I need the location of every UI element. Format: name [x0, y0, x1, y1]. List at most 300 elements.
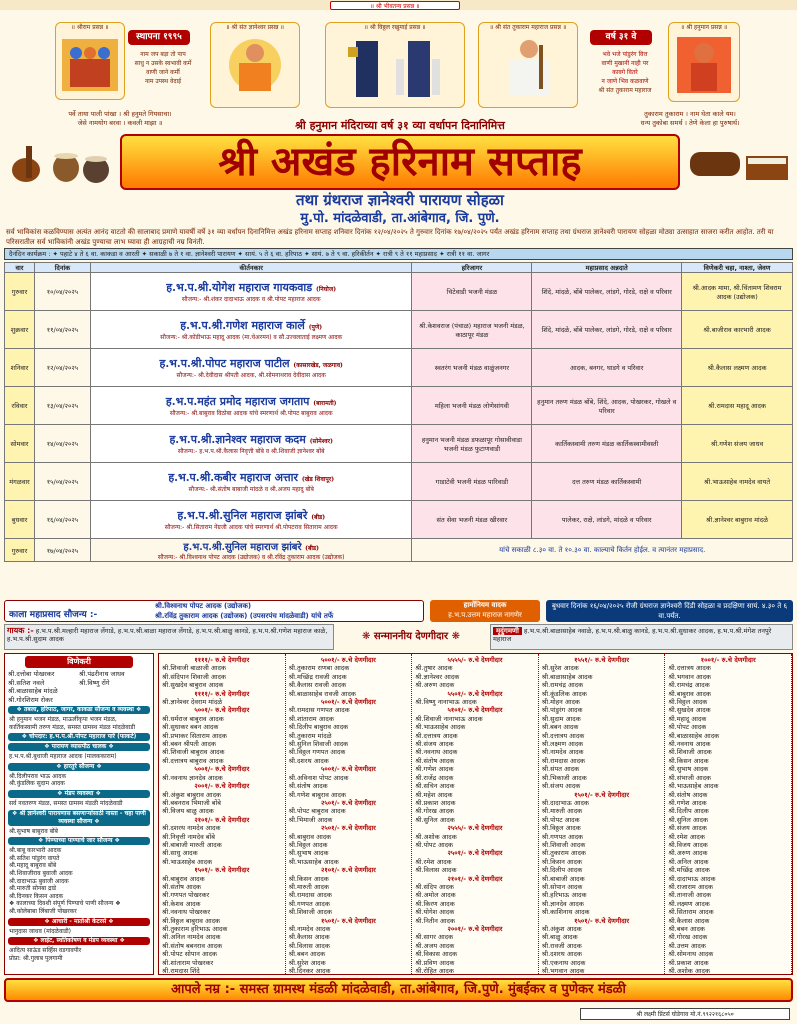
- donor-name: श्री.कुंडलिक आदक: [541, 689, 587, 698]
- donor-name: श्री.सुनिल आदक: [668, 815, 708, 824]
- date-cell: १७/०४/२०२५: [34, 539, 90, 562]
- hanuman-icon: [669, 31, 739, 97]
- donor-name: श्री.गणेश आदक: [668, 798, 707, 807]
- donor-name: श्री.नितीन आदक: [415, 916, 455, 925]
- section-heading: ❖ हारतुरे सौजन्य ❖: [8, 763, 150, 771]
- section-line: श्री.दिलीपराव भाऊ आदक: [9, 772, 67, 780]
- dindi-box: बुधवार दिनांक १६/०४/२०२५ रोजी ग्रंथराज ज्ञानेश्वरी दिंडी सोहळा व प्रदक्षिणा सायं. ४.३० ते ६ वा.पर्यंत.: [546, 600, 793, 622]
- section-heading: ❖ मंडप व्यवस्था ❖: [8, 790, 150, 798]
- donor-name: श्री.शिवाजी बाबुराव आदक: [162, 748, 225, 757]
- day-cell: गुरुवार: [5, 273, 35, 311]
- section-heading: ❖ चोपदार: ह.भ.प.श्री.पोपट महाराज पारे (फाकटे): [8, 733, 150, 741]
- donor-name: श्री.सुभाष आदक: [288, 849, 329, 858]
- section-heading: ❖ श्री ज्ञानेश्वरी पारायणास बसणाऱ्यांसाठी नास्ता - चहा पाणी व्यवस्था सौजन्य ❖: [8, 810, 150, 826]
- donor-tier-heading: १५०१/- रु.चे देणगीदार: [574, 916, 630, 925]
- donor-tier-heading: २५०१/- रु.चे देणगीदार: [447, 849, 503, 858]
- verse-signature: श्री संत तुकाराम महाराज: [598, 87, 652, 94]
- left-column: [4, 653, 154, 975]
- donor-name: श्री.संपत आदक: [541, 765, 580, 774]
- donor-name: श्री.गोरख आदक: [415, 807, 455, 816]
- donor-name: श्री.सुरेश आदक: [288, 958, 326, 967]
- donor-name: श्री.संजय आदक: [415, 740, 454, 749]
- donor-name: श्री.नामदेव आदक: [288, 925, 331, 933]
- deity-vitthal-panel: [325, 22, 465, 108]
- donor-name: श्री.लक्ष्मण आदक: [668, 899, 710, 908]
- table-header: महाप्रसाद अन्नदाते: [532, 263, 682, 273]
- donor-name: श्री.शांताराम आदक: [288, 714, 334, 723]
- section-line: श्री.मारुती सोनबा द्राडे: [9, 885, 57, 893]
- varsh-badge: वर्ष ३१ वे: [590, 30, 652, 45]
- donor-name: श्री.बाबाजी आदक: [541, 874, 585, 883]
- date-cell: १६/०४/२०२५: [34, 501, 90, 539]
- prasad-cell: हनुमान तरुण मंडळ बोंबे, शिंदे, आदक, पोखरकर, गोखले व परिवार: [532, 387, 682, 425]
- donor-name: श्री.सागर आदक: [415, 933, 454, 942]
- kirtankar-cell: [90, 387, 412, 425]
- donor-name: श्री.केशव आदक: [162, 899, 201, 908]
- donor-tier-heading: २००१/- रु.चे देणगीदार: [447, 925, 503, 933]
- donor-column: [539, 654, 666, 974]
- kirtankar-place: (निघोज): [315, 286, 337, 293]
- donor-name: श्री.कैलास रावजी आदक: [288, 681, 347, 690]
- day-cell: मंगळवार: [5, 463, 35, 501]
- dnyaneshwar-icon: [211, 31, 299, 103]
- vine-cell: श्री.गणेश संजय जाधव: [682, 425, 793, 463]
- date-cell: १३/०४/२०२५: [34, 387, 90, 425]
- donor-tier-heading: ११११/- रु.चे देणगीदार: [194, 656, 250, 664]
- donor-tier-heading: १५०१/- रु.चे देणगीदार: [320, 916, 376, 925]
- vinekari-list: [5, 670, 153, 704]
- tukaram-icon: [479, 31, 577, 103]
- donor-name: श्री.मच्छिंद्र रावजी आदक: [288, 672, 347, 681]
- donor-name: श्री.नामदेव आदक: [541, 748, 584, 757]
- kirtankar-cell: [90, 425, 412, 463]
- donor-name: श्री.विठ्ठल आदक: [541, 824, 581, 833]
- donor-name: श्री.गणपत पोखरकर: [162, 891, 210, 900]
- sub-title: तथा ग्रंथराज ज्ञानेश्वरी पारायण सोहळा: [296, 191, 504, 209]
- donor-tier-heading: २१०१/- रु.चे देणगीदार: [447, 874, 503, 883]
- donor-name: श्री.मोहन आदक: [541, 698, 580, 707]
- kirtankar-sponsor: सौजन्य:- श्री.बाबुराव विठोबा आदक यांचे स्मरणार्थ श्री.पोपट बाबुराव आदक: [169, 410, 333, 417]
- right-verse: [590, 50, 660, 95]
- donor-name: श्री.बाबुराव आदक: [668, 689, 711, 698]
- donor-name: श्री.विजय आदक: [668, 840, 708, 849]
- donor-name: श्री.राजेंद्र आदक: [415, 773, 454, 782]
- donor-name: श्री.बबन आदक: [668, 925, 705, 933]
- donor-name: श्री.साधु आदक: [162, 849, 198, 858]
- donor-name: श्री.दादाभाऊ आदक: [668, 874, 716, 883]
- section-line: कार्तिकस्वामी तरुण मंडळ, समस्त ग्रामस्थ मंडळ मांदळेवाडी: [9, 723, 136, 731]
- donor-name: श्री.तुकाराम मांदळे: [288, 731, 332, 740]
- table-header: कीर्तनकार: [90, 263, 412, 273]
- donor-name: श्री.बाळासाहेब आदक: [541, 672, 593, 681]
- table-header: विणेकरी चहा, नाश्ता, जेवण: [682, 263, 793, 273]
- donor-name: श्री.गणपत आदक: [288, 899, 330, 908]
- donor-name: श्री.रमेश आदक: [415, 857, 452, 866]
- left-bottom-verse: [30, 110, 210, 128]
- donor-name: श्री.किसन आदक: [288, 874, 329, 883]
- donor-name: श्री.बबन आदक: [288, 950, 326, 959]
- donor-tier-heading: २००१/- रु.चे देणगीदार: [194, 782, 250, 791]
- donor-tier-heading: ११११/- रु.चे देणगीदार: [194, 689, 250, 698]
- list-item: श्री.गोरशिराम रोकर: [8, 695, 53, 704]
- donor-name: श्री.संतोष आदक: [415, 756, 455, 765]
- donor-column: [286, 654, 413, 974]
- donor-tier-heading: ५००१/- रु.चे देणगीदार: [194, 765, 250, 774]
- deity-label: ॥ श्री संत ज्ञानेश्वर प्रसन्न ॥: [226, 24, 284, 31]
- verse-line: धन्य तुकोबा समर्थ । तेणे केला हा पुरुषार्थ।: [640, 119, 740, 127]
- list-item: श्री.सतिश नवले: [8, 678, 45, 687]
- donor-name: श्री.मारुती आदक: [541, 807, 583, 816]
- donor-name: श्री.प्रकाश आदक: [668, 958, 709, 967]
- donor-name: श्री.रामचंद्र आदक: [541, 681, 584, 690]
- donor-name: श्री.दशरथ आदक: [541, 950, 582, 959]
- donor-name: श्री.किसन आदक: [541, 857, 582, 866]
- donor-name: श्री.सुधाकर बबन आदक: [162, 723, 219, 732]
- vine-cell: श्री.कैलास लक्ष्मण आदक: [682, 349, 793, 387]
- donor-name: श्री.बाळासाहेब रावजी आदक: [288, 689, 356, 698]
- verse-line: नाम जप बड़ा तो पाप: [140, 51, 186, 58]
- donor-name: श्री.महादू आदक: [668, 714, 707, 723]
- donor-column: [665, 654, 792, 974]
- donor-name: श्री.नवनाथ आदक: [415, 748, 458, 757]
- deity-hanuman-panel: [668, 22, 740, 102]
- table-header: हरिजागर: [412, 263, 532, 273]
- donor-tier-heading: २१०१/- रु.चे देणगीदार: [320, 866, 376, 875]
- donor-name: श्री.हरिभाऊ आदक: [541, 891, 587, 900]
- donor-name: श्री.संतोष आदक: [288, 782, 328, 791]
- donor-name: श्री.किसन आदक: [668, 756, 709, 765]
- donor-name: श्री.संतोष बबनराव आदक: [162, 941, 223, 950]
- donor-name: श्री.मच्छिंद्र आदक: [668, 866, 710, 875]
- sthapana-badge: स्थापना १९९५: [128, 30, 190, 45]
- list-item: श्री.दत्तोबा पोखरकर: [8, 670, 55, 678]
- prasad-cell: शिंदे, मांदळे, बोंबे पालेकर, लांडगे, गोरडे, राक्षे व परिवार: [532, 273, 682, 311]
- donor-name: श्री.रामदास गणपत आदक: [288, 706, 350, 715]
- donor-name: श्री.विठ्ठल गणपत आदक: [288, 748, 346, 757]
- donor-tier-heading: २५०१/- रु.चे देणगीदार: [320, 798, 376, 807]
- donor-tier-heading: ५००१/- रु.चे देणगीदार: [320, 656, 376, 664]
- donor-name: श्री.बबन आदक: [541, 723, 579, 732]
- donor-name: श्री.तुकाराम आदक: [541, 849, 586, 858]
- donor-name: श्री.लक्ष्मण आदक: [541, 740, 584, 749]
- prasad-cell: आदक, बनगर, घाडगे व परिवार: [532, 349, 682, 387]
- donor-name: श्री.रामदास आदक: [288, 891, 332, 900]
- donor-name: श्री.दत्तात्रय आदक: [668, 664, 711, 673]
- donor-name: श्री.रामचंद्र आदक: [668, 681, 710, 690]
- donor-tier-heading: ५००१/- रु.चे देणगीदार: [320, 765, 376, 774]
- donor-name: श्री.सुदाम आदक: [541, 714, 581, 723]
- donor-name: श्री.दशरथ आदक: [288, 756, 329, 765]
- anniversary-line: श्री हनुमान मंदिराच्या वर्ष ३१ व्या वर्धापन दिनानिमित्त: [295, 119, 505, 132]
- vine-cell: श्री.आदक मामा, श्री.चिंतामण शिवराम आदक (उद्योजक): [682, 273, 793, 311]
- kirtankar-name: ह.भ.प.श्री.कबीर महाराज अत्तार: [168, 471, 298, 484]
- deity-label: ॥ श्री विठ्ठल रखुमाई प्रसन्न ॥: [364, 24, 426, 31]
- mrudang-text: ह.भ.प.श्री.बाळासाहेब नवाळे, ह.भ.प.श्री.बाळु कानडे, ह.भ.प.श्री.सुधाकर आदक, ह.भ.प.श्री.मंगेश तनपुरे महाराज: [493, 627, 772, 643]
- table-row: [5, 311, 793, 349]
- section-line: श्री.सुभाष बाबुराव बोंबे: [9, 827, 58, 835]
- donor-name: श्री.सोमनाथ आदक: [668, 950, 714, 959]
- kirtankar-name: ह.भ.प.श्री.ज्ञानेश्वर महाराज कदम: [169, 433, 306, 446]
- kirtankar-name: ह.भ.प.श्री.सुनिल महाराज झांबरे: [177, 509, 308, 522]
- kirtankar-sponsor: सौजन्य:- श्री.शंकर दादाभाऊ आदक व श्री.पोपट महाराज आदक: [181, 296, 321, 303]
- donor-name: श्री.अशोक आदक: [415, 832, 457, 841]
- kala-line: श्री.रविंद्र तुकाराम आदक (उद्योजक) (उपसरपंच मांदळेवाडी) यांचे तर्फे: [155, 612, 334, 620]
- left-sections: [5, 706, 153, 962]
- schedule-table: [4, 262, 793, 562]
- donor-name: श्री.बाळासाहेब आदक: [668, 731, 720, 740]
- daily-routine: दैनंदिन कार्यक्रम : ✦ पहाटे ४ ते ६ वा. काकडा व आरती ✦ सकाळी ७ ते १ वा. ज्ञानेश्वरी पारायण ✦ सायं. ५ ते ६ वा. हरिपाठ ✦ सायं. ७ ते ९ वा. हरिकीर्तन ✦ रात्री ९ ते ११ महाप्रसाद ✦ रात्री ११ वा. जागर: [4, 248, 793, 260]
- section-line: ❖ कालाच्या दिवशी संपूर्ण पिण्याचे पाणी सौजन्य ❖: [9, 900, 121, 908]
- donor-name: श्री.शिवाजी बाळाजी आदक: [162, 664, 227, 673]
- donor-name: श्री.दत्तात्रय बाबुराव आदक: [162, 756, 224, 765]
- donor-tier-heading: ५५५५/- रु.चे देणगीदार: [447, 656, 503, 664]
- donor-name: श्री.विष्णु नानाभाऊ आदक: [415, 698, 477, 707]
- address: मु.पो. मांदळेवाडी, ता.आंबेगाव, जि. पुणे.: [300, 211, 500, 226]
- donor-name: श्री.संजय आदक: [541, 782, 581, 791]
- donor-name: श्री.दिनकर आदक: [288, 967, 331, 974]
- verse-line: जेसे नामयोग बरवा । कवली माझा ॥: [77, 119, 163, 127]
- donor-name: श्री.सिताराम आदक: [668, 908, 714, 917]
- donor-name: श्री.शांताराम पोखरकर: [162, 958, 214, 967]
- date-cell: १०/०४/२०२५: [34, 273, 90, 311]
- donor-name: श्री.नवनाथ पोखरकर: [162, 908, 211, 917]
- donor-name: श्री.पोपट आदक: [415, 840, 454, 849]
- table-header-row: [5, 263, 793, 273]
- date-cell: १४/०४/२०२५: [34, 425, 90, 463]
- day-cell: बुधवार: [5, 501, 35, 539]
- donor-name: श्री.अमोल आदक: [415, 891, 456, 900]
- kirtankar-sponsor: सौजन्य:- श्री.संतोष बाबाजी मांदळे व श्री.अजय महादु बोंबे: [188, 486, 314, 493]
- table-row: [5, 349, 793, 387]
- day-cell: रविवार: [5, 387, 35, 425]
- donor-name: श्री.रोहित आदक: [415, 967, 454, 974]
- day-cell: शुक्रवार: [5, 311, 35, 349]
- mrudang-box: [490, 624, 793, 650]
- date-cell: १२/०४/२०२५: [34, 349, 90, 387]
- donor-name: श्री.प्रभाकर सिताराम आदक: [162, 731, 227, 740]
- donor-name: श्री.रावजी आदक: [541, 941, 582, 950]
- kirtankar-sponsor: सौजन्य:- श्री.कोंडीभाऊ महादू आदक (मा.चेअरमन) व सौ.उज्वलाताई लक्ष्मण आदक: [160, 334, 343, 341]
- prasad-cell: शिंदे, मांदळे, बोंबे पालेकर, लांडगे, गोरडे, राक्षे व परिवार: [532, 311, 682, 349]
- intro-text: सर्व भाविकांस कळविण्यास अत्यंत आनंद वाटतो की सालाबाद प्रमाणे यावर्षी वर्षे ३१ व्या वर्धापन दिनानिमित्त अखंड हरिनाम सप्ताह शनिवार दिनांक १२/०४/२०२५ ते गुरुवार दिनांक १७/०४/२०२५ पर्यंत अखंड हरिनाम सप्ताह तथा ग्रंथराज ज्ञानेश्वरी पारायण सोहळा मोठ्या उत्साहात साजरा करीत आहोत. तरी या परिसरातील सर्व भाविकांनी अखंड पुण्याचा लाभ घ्यावा ही आग्रहाची नम्र विनंती.: [6, 228, 774, 246]
- donor-name: श्री.गणपत आदक: [541, 832, 584, 841]
- section-line: भानुदास जाधव (मांदळेवाडी): [9, 927, 71, 935]
- table-row: [5, 463, 793, 501]
- donor-name: श्री.संदिप आदक: [415, 882, 454, 891]
- donor-name: श्री.बबन श्रीपती आदक: [162, 740, 216, 749]
- donor-column: [159, 654, 286, 974]
- main-title: श्री अखंड हरिनाम सप्ताह: [120, 134, 680, 190]
- donor-name: श्री.अविनाश पोपट आदक: [288, 773, 349, 782]
- date-cell: ११/०४/२०२५: [34, 311, 90, 349]
- donor-name: श्री.सुखदेव आदक: [668, 706, 711, 715]
- verse-line: भवे भजे पांडुरंग वित्त: [602, 51, 648, 58]
- vinekari-heading: विणेकरी: [25, 656, 133, 668]
- donor-name: श्री.सोपान आदक: [541, 882, 583, 891]
- section-heading: ❖ लाईट, स्वतिकोषण व मंडप व्यवस्था ❖: [8, 937, 150, 945]
- pakhawaj-harmonium-icon: [686, 140, 792, 186]
- donor-name: श्री.पांडुरंग आदक: [541, 706, 583, 715]
- donor-name: श्री.तुकाराम राणबा आदक: [288, 664, 350, 673]
- donor-name: श्री.नवनाथ ज्ञानदेव आदक: [162, 773, 223, 782]
- donor-name: श्री.अनिल नामदेव आदक: [162, 933, 221, 942]
- vine-cell: श्री.भाऊसाहेब नामदेव वायते: [682, 463, 793, 501]
- harmonium-box: [430, 600, 540, 622]
- donor-tier-heading: ५००१/- रु.चे देणगीदार: [194, 706, 250, 715]
- table-header: दिनांक: [34, 263, 90, 273]
- veena-tabla-icon: [8, 140, 116, 186]
- kirtankar-sponsor: सौजन्य:- श्री.सिताराम नेंग्रजी आदक यांचे स्मरणार्थ श्री.पोपटराव सिताराम आदक: [164, 524, 338, 531]
- verse-line: साधु न उसके स्वभावी कर्मे: [134, 60, 192, 67]
- donor-name: श्री.सचिन आदक: [415, 782, 455, 791]
- section-line: सर्व नवतरुण मंडळ, समस्त ग्रामस्थ मंडळी मांदळेवाडी: [9, 799, 123, 807]
- table-row: [5, 501, 793, 539]
- donor-name: श्री.संभाजी आदक: [668, 773, 712, 782]
- donor-name: श्री.अनिल आदक: [668, 857, 709, 866]
- donor-name: श्री.तुकाराम हरिभाऊ आदक: [162, 925, 228, 933]
- donor-name: श्री.अरुण आदक: [668, 849, 708, 858]
- verse-line: वाणी मुखानी नाही पर: [601, 60, 649, 67]
- donor-name: श्री.काशिनाथ आदक: [541, 908, 590, 917]
- donor-name: श्री.विलास आदक: [288, 941, 330, 950]
- list-item: श्री.विष्णु रोंगे: [79, 678, 110, 687]
- jagar-cell: गाडाटेवी भजनी मंडळ पारिवाडी: [412, 463, 532, 501]
- section-line: आदित्य साऊंड सर्व्हिस वडगावपीर: [9, 947, 82, 955]
- closing-note: यांचे सकाळी ८.३० वा. ते १०.३० वा. काल्याचे किर्तन होईल. व त्यानंतर महाप्रसाद.: [412, 539, 793, 562]
- jagar-cell: श्री.केशवराज (पंचाळ) महाराज भजनी मंडळ, काठापूर मंडळ: [412, 311, 532, 349]
- donor-name: श्री.एकनाथ आदक: [541, 958, 586, 967]
- kirtankar-sponsor: सौजन्य:- ह.भ.प.श्री.कैलास निवृत्ती बोंबे व श्री.शिवाजी ज्ञानेश्वर बोंबे: [177, 448, 325, 455]
- donor-name: श्री.गोरख आदक: [668, 933, 708, 942]
- kirtankar-sponsor: सौजन्य:- श्री.विश्वनाथ पोपट आदक (उद्योजक) व श्री.रविंद्र तुकाराम आदक (उद्योजक): [157, 554, 345, 561]
- section-heading: ❖ पारायण व्यासपीठ चालक ❖: [8, 743, 150, 751]
- gayak-label: गायक :-: [7, 626, 34, 635]
- donor-tier-heading: २५५५/- रु.चे देणगीदार: [447, 824, 503, 833]
- section-line: श्री.बाबू कारभारी आदक: [9, 847, 62, 855]
- donor-name: श्री.तानाजी आदक: [668, 891, 712, 900]
- donor-name: श्री.दत्तात्रय आदक: [541, 731, 585, 740]
- donor-tier-heading: ५५०१/- रु.चे देणगीदार: [447, 689, 503, 698]
- donor-name: श्री.सुखदेव बाबुराव आदक: [162, 681, 224, 690]
- donor-name: श्री.विकास आदक: [415, 950, 458, 959]
- section-line: श्री.कुंडलिक सुदाम आदक: [9, 780, 65, 788]
- kirtankar-name: ह.भ.प.श्री.सुनिल महाराज झांबरे: [183, 542, 302, 553]
- vine-cell: श्री.ज्ञानेश्वर बाबुराव मांदळे: [682, 501, 793, 539]
- donor-name: श्री.प्रकाश आदक: [415, 798, 456, 807]
- donor-name: श्री.कैलास आदक: [288, 933, 330, 942]
- table-row: [5, 387, 793, 425]
- table-row: [5, 273, 793, 311]
- section-line: ह.भ.प.श्री.बुधाजी महाराज आदक (मालककाराम): [9, 753, 117, 761]
- section-line: श्री.सतिश पांडुरंग वायते: [9, 854, 60, 862]
- donor-name: श्री.संजय आदक: [668, 824, 707, 833]
- day-cell: गुरुवार: [5, 539, 35, 562]
- donor-name: श्री.अजय आदक: [415, 941, 455, 950]
- harmonium-name: ह.भ.प.उत्तम महाराज नागणेर: [448, 611, 522, 619]
- deity-label: ॥ श्रीराम प्रसन्न ॥: [71, 24, 109, 31]
- donor-name: श्री.तुषार आदक: [415, 664, 453, 673]
- donor-columns: [158, 653, 793, 975]
- donor-name: श्री.रामदास शिंदे: [162, 967, 200, 974]
- donor-name: श्री.पोपट आदक: [668, 723, 707, 732]
- day-cell: सोमवार: [5, 425, 35, 463]
- list-item: श्री.बाळासाहेब मांदळे: [8, 687, 58, 695]
- donor-name: श्री.रामदास आदक: [541, 756, 586, 765]
- donor-name: श्री.मारुती आदक: [288, 882, 329, 891]
- kala-label: काला महाप्रसाद सौजन्य :-: [9, 610, 98, 620]
- donor-name: श्री.गणेश बाबुराव आदक: [288, 790, 347, 799]
- donor-name: श्री.रमेश आदक: [668, 832, 705, 841]
- kirtankar-place: (कासारखेड, जळगाव): [293, 362, 343, 369]
- donor-name: श्री.शिवाजी आदक: [288, 908, 333, 917]
- kirtankar-place: (सोमेश्वर): [309, 438, 333, 445]
- harmonium-label: हार्मोनियम वादक: [463, 601, 507, 609]
- donor-name: श्री.सुभाष आदक: [668, 765, 709, 774]
- donor-name: श्री.भाऊसाहेब आदक: [162, 857, 213, 866]
- verse-line: वाणी जाने कर्मी: [146, 69, 180, 76]
- kirtankar-cell: [90, 311, 412, 349]
- left-verse: [128, 50, 198, 86]
- donor-name: श्री.बबनराव भिमाजी बोंबे: [162, 798, 221, 807]
- donor-name: श्री.अरुण आदक: [415, 681, 455, 690]
- donor-name: श्री.बाबुराव आदक: [288, 832, 332, 841]
- donor-name: श्री.दिलीप बाबुराव आदक: [288, 723, 349, 732]
- section-line: श्री.दिनकर किसन आदक: [9, 892, 64, 900]
- gayak-text: ह.भ.प.श्री.मल्हारी महाराज लेंगाडे, ह.भ.प.श्री.बाळा महाराज लेंगाडे, ह.भ.प.श्री.बाळु कानडे, ह.भ.प.श्री.गणेश महाराज काळे, ह.भ.प.श्री.सुदाम आदक: [7, 627, 328, 643]
- donor-name: श्री.विठ्ठल बाबुराव आदक: [162, 916, 221, 925]
- donor-name: श्री.ज्ञानेश्वर देवराम मांदळे: [162, 698, 223, 707]
- kirtankar-sponsor: सौजन्य:- श्री.देवीदास श्रीपती आदक, श्री.सोमनाथराव देवीदास आदक: [176, 372, 326, 379]
- deity-tukaram-panel: [478, 22, 578, 108]
- jagar-cell: हनुमान भजनी मंडळ डफळापूर गोसावीवाडा भजनी मंडळ फुटाणवाडी: [412, 425, 532, 463]
- kirtankar-name: ह.भ.प.श्री.गणेश महाराज कार्ले: [180, 319, 305, 332]
- donor-name: श्री.दत्तात्रय आदक: [415, 731, 458, 740]
- printer-credit: श्री लक्ष्मी प्रिंटर्स घोडेगाव मो.नं.९९२२१६८०५०: [580, 1008, 790, 1020]
- kirtankar-place: (बीड): [305, 545, 319, 552]
- donor-name: श्री.भिकाजी आदक: [541, 773, 587, 782]
- donor-name: श्री.शिवाजी आदक: [541, 840, 586, 849]
- donor-name: श्री.ज्ञानदेव आदक: [541, 899, 584, 908]
- kirtankar-name: ह.भ.प.महंत प्रमोद महाराज जगताप: [165, 395, 310, 408]
- top-invocation: ॥ श्री भीवतन्य प्रसन्न ॥: [330, 1, 460, 10]
- section-line: श्री.दादाभाऊ बुवाजी आदक: [9, 877, 69, 885]
- jagar-cell: महिला भजनी मंडळ लोणेसांगवी: [412, 387, 532, 425]
- donor-tier-heading: ५००१/- रु.चे देणगीदार: [320, 698, 376, 707]
- donor-name: श्री.प्रविण आदक: [415, 958, 455, 967]
- sanmaniya-heading: ❋ सन्माननीय देणगीदार ❋: [362, 631, 460, 642]
- vine-cell: श्री.रामदास महादू आदक: [682, 387, 793, 425]
- kala-line: श्री.विश्वनाथ पोपट आदक (उद्योजक): [155, 602, 252, 610]
- day-cell: शनिवार: [5, 349, 35, 387]
- jagar-cell: चिटेवाडी भजनी मंडळ: [412, 273, 532, 311]
- donor-name: श्री.विठ्ठल आदक: [288, 840, 328, 849]
- donor-name: श्री.निवृत्ती नामदेव बोंबे: [162, 832, 215, 841]
- kirtankar-cell: [90, 463, 412, 501]
- kirtankar-place: (पुणे): [308, 324, 323, 331]
- donor-name: श्री.उत्तम आदक: [668, 941, 706, 950]
- donor-name: श्री.संतोष आदक: [668, 790, 708, 799]
- donor-name: श्री.दिलीप आदक: [541, 866, 583, 875]
- donor-name: श्री.महेश आदक: [415, 790, 453, 799]
- donor-name: श्री.विलास आदक: [415, 866, 457, 875]
- donor-tier-heading: २१०१/- रु.चे देणगीदार: [194, 815, 250, 824]
- table-row: [5, 425, 793, 463]
- section-heading: ❖ पिण्याच्या पाण्याचे जार सौजन्य ❖: [8, 837, 150, 845]
- kirtankar-place: (बारामती): [313, 400, 337, 407]
- kirtankar-place: (बीड): [311, 514, 326, 521]
- verse-line: न जाणे भिव कळवाणे: [601, 78, 649, 85]
- donor-name: श्री.बाळु आदक: [541, 933, 578, 942]
